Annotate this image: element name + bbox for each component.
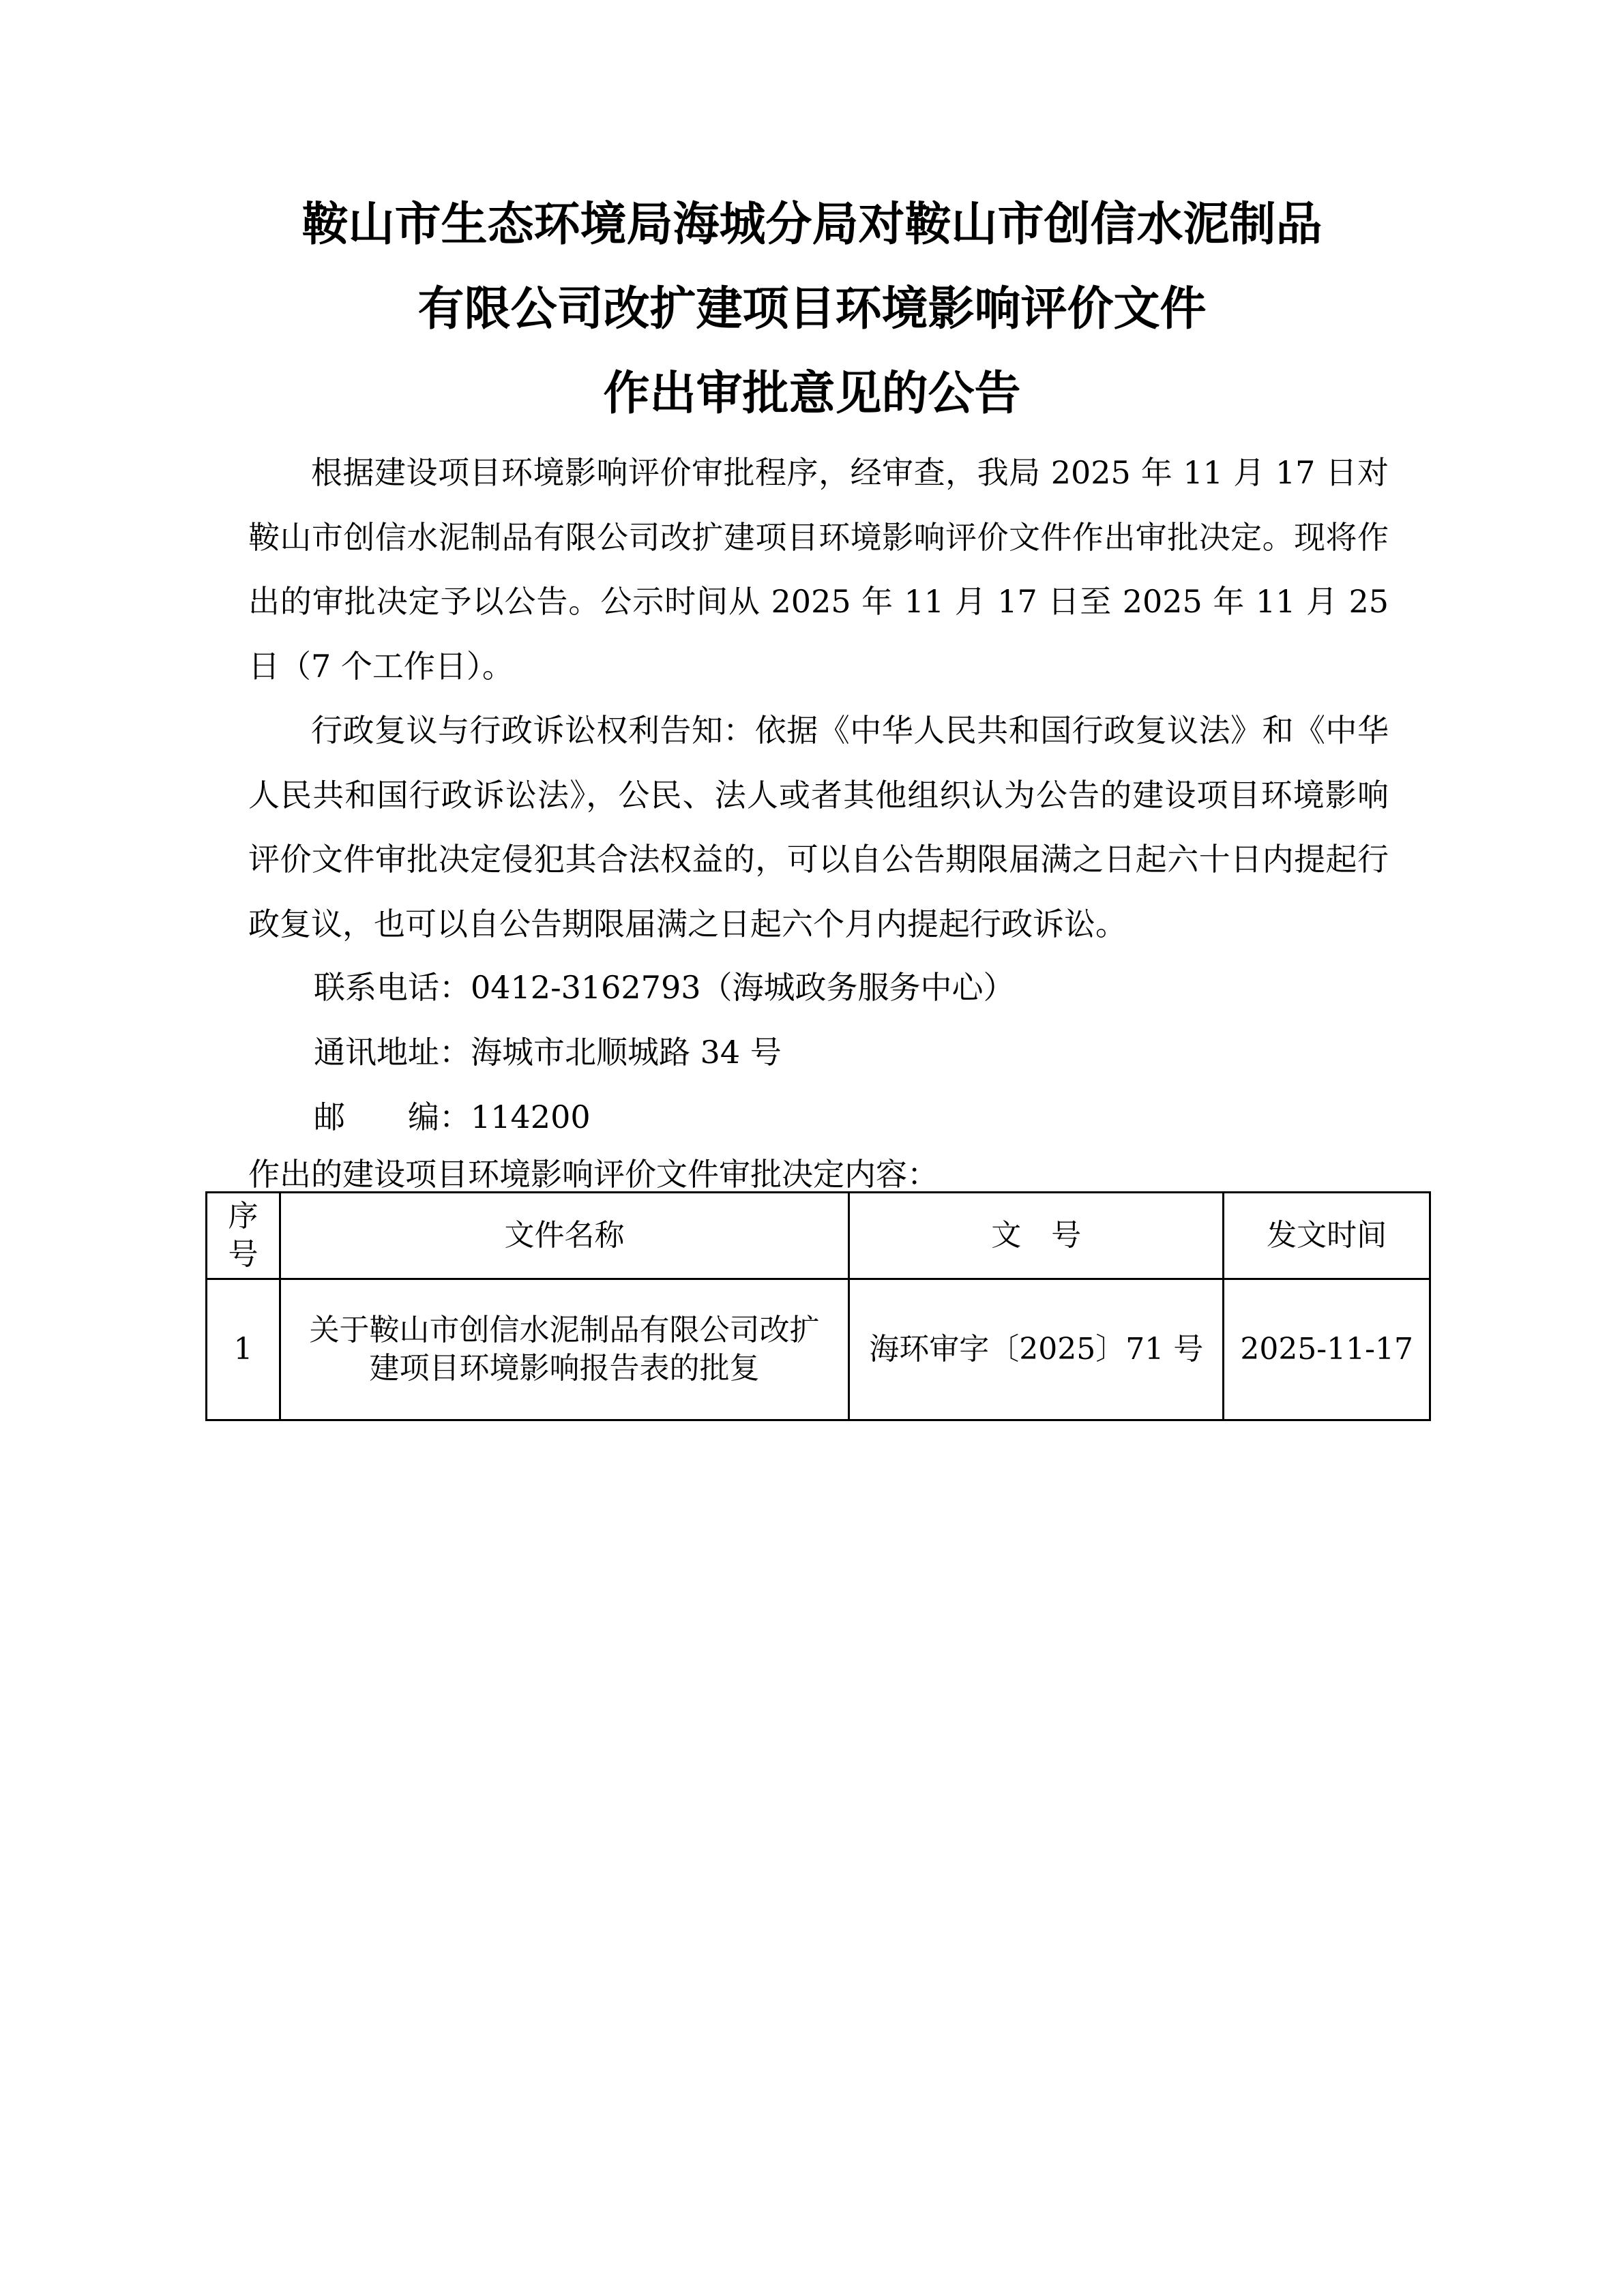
header-doc-no: 文 号: [849, 1193, 1224, 1279]
cell-name: 关于鞍山市创信水泥制品有限公司改扩建项目环境影响报告表的批复: [280, 1279, 848, 1420]
header-date: 发文时间: [1224, 1193, 1430, 1279]
table-row: [207, 1279, 1430, 1420]
title-line-3: 作出审批意见的公告: [603, 367, 1021, 421]
table-header-row: [207, 1193, 1430, 1279]
paragraph-approval: 根据建设项目环境影响评价审批程序，经审查，我局 2025 年 11 月 17 日对鞍山市创信水泥制品有限公司改扩建项目环境影响评价文件作出审批决定。现将作出的审批决定予以公告。公示时间从 2025 年 11 月 17 日至 2025 年 11 月 25 日（7 个工作日）。: [248, 454, 1389, 685]
title-line-1: 鞍山市生态环境局海城分局对鞍山市创信水泥制品: [301, 198, 1323, 252]
contact-address: 通讯地址：海城市北顺城路 34 号: [314, 1034, 782, 1071]
contact-phone: 联系电话：0412-3162793（海城政务服务中心）: [314, 969, 1015, 1006]
contact-postcode: 邮 编：114200: [314, 1099, 591, 1135]
table-caption: 作出的建设项目环境影响评价文件审批决定内容：: [248, 1156, 939, 1193]
paragraph-rights-notice: 行政复议与行政诉讼权利告知：依据《中华人民共和国行政复议法》和《中华人民共和国行政诉讼法》，公民、法人或者其他组织认为公告的建设项目环境影响评价文件审批决定侵犯其合法权益的，可以自公告期限届满之日起六十日内提起行政复议，也可以自公告期限届满之日起六个月内提起行政诉讼。: [248, 712, 1389, 942]
approval-table: [205, 1191, 1431, 1421]
cell-no: 1: [207, 1279, 280, 1420]
header-no: 序号: [207, 1193, 280, 1279]
title-line-2: 有限公司改扩建项目环境影响评价文件: [417, 282, 1207, 336]
cell-doc-no: 海环审字〔2025〕71 号: [849, 1279, 1224, 1420]
page-title: [0, 183, 1624, 436]
header-name: 文件名称: [280, 1193, 848, 1279]
cell-date: 2025-11-17: [1224, 1279, 1430, 1420]
